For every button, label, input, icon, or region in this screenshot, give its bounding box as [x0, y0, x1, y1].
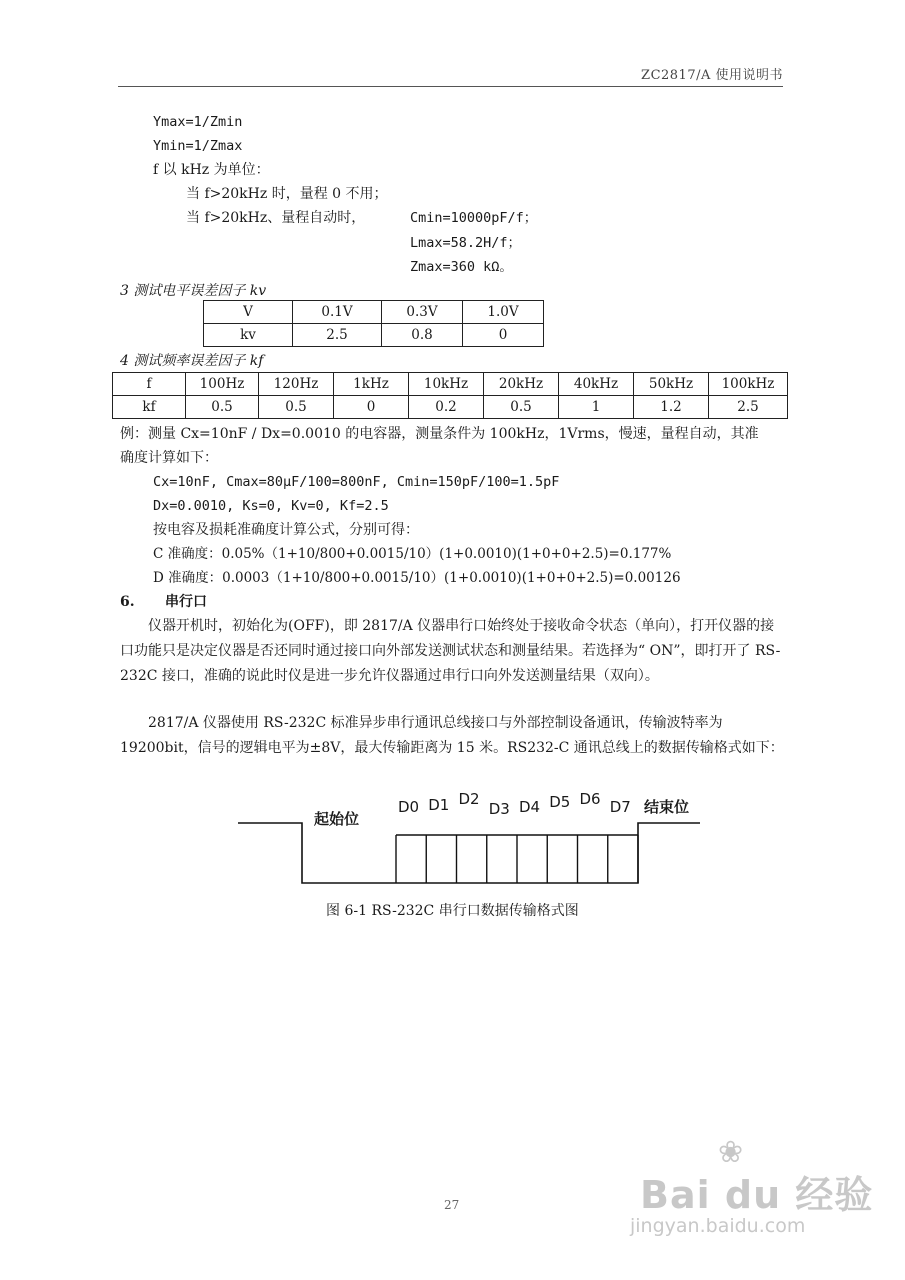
bit-label-d0: D0 — [398, 798, 420, 816]
bit-label-d1: D1 — [428, 796, 450, 814]
baidu-watermark-logo: Bai du 经验 — [640, 1173, 874, 1217]
ymax-formula: Ymax=1/Zmin — [153, 114, 243, 130]
bit-label-d6: D6 — [579, 790, 601, 808]
cmin-formula: Cmin=10000pF/f； — [410, 210, 538, 226]
table-cell: 0 — [463, 324, 544, 347]
table-cell: 0.8 — [382, 324, 463, 347]
watermark-url: jingyan.baidu.com — [630, 1215, 806, 1237]
table-cell: 0.3V — [382, 301, 463, 324]
bit-label-d4: D4 — [519, 798, 541, 816]
table-cell: 100kHz — [709, 373, 788, 396]
table-cell: 0.5 — [186, 396, 259, 419]
document-header: ZC2817/A 使用说明书 — [641, 68, 783, 83]
example-line-3: Cx=10nF, Cmax=80μF/100=800nF, Cmin=150pF/100=1.5pF — [153, 474, 560, 490]
table-row — [113, 373, 788, 396]
table-cell: 50kHz — [634, 373, 709, 396]
kf-table — [112, 372, 788, 419]
example-line-4: Dx=0.0010, Ks=0, Kv=0, Kf=2.5 — [153, 498, 389, 514]
table-cell: kv — [204, 324, 293, 347]
table-cell: 10kHz — [409, 373, 484, 396]
table-cell: 40kHz — [559, 373, 634, 396]
table-cell: V — [204, 301, 293, 324]
kv-table — [203, 300, 544, 347]
section-3-title: 3 测试电平误差因子 kv — [120, 283, 267, 299]
table-cell: 120Hz — [259, 373, 334, 396]
table-cell: 0.2 — [409, 396, 484, 419]
table-row — [204, 301, 544, 324]
example-line-7: D 准确度：0.0003（1+10/800+0.0015/10）(1+0.0010)(1+0+0+2.5)=0.00126 — [153, 570, 681, 586]
f-unit-note: f 以 kHz 为单位： — [153, 162, 270, 178]
table-row — [113, 396, 788, 419]
ymin-formula: Ymin=1/Zmax — [153, 138, 243, 154]
table-cell: 1.0V — [463, 301, 544, 324]
table-cell: 1kHz — [334, 373, 409, 396]
zmax-formula: Zmax=360 kΩ。 — [410, 259, 513, 275]
paw-icon: ❀ — [718, 1135, 744, 1170]
table-row — [204, 324, 544, 347]
section-6-paragraph-2: 2817/A 仪器使用 RS-232C 标准异步串行通讯总线接口与外部控制设备通讯，传输波特率为 19200bit，信号的逻辑电平为±8V，最大传输距离为 15 米。RS232-C 通讯总线上的数据传输格式如下： — [120, 715, 784, 756]
table-cell: 0.1V — [293, 301, 382, 324]
table-cell: 2.5 — [709, 396, 788, 419]
section-6-paragraph-1: 仪器开机时，初始化为(OFF)，即 2817/A 仪器串行口始终处于接收命令状态（单向），打开仪器的接口功能只是决定仪器是否还同时通过接口向外部发送测试状态和测量结果。若选择为“ ON”，即打开了 RS-232C 接口，准确的说此时仪是进一步允许仪器通过串行口向外发送测量结果（双向）。 — [120, 618, 781, 684]
table-cell: 20kHz — [484, 373, 559, 396]
table-cell: 1.2 — [634, 396, 709, 419]
figure-caption: 图 6-1 RS-232C 串行口数据传输格式图 — [326, 903, 579, 919]
end-bit-label: 结束位 — [644, 798, 690, 816]
header-rule — [118, 86, 783, 87]
table-cell: f — [113, 373, 186, 396]
rs232-format-diagram — [230, 790, 700, 890]
table-cell: 2.5 — [293, 324, 382, 347]
example-line-2: 确度计算如下： — [120, 450, 218, 466]
section-6-title: 串行口 — [165, 594, 207, 610]
condition-2: 当 f>20kHz、量程自动时， — [186, 210, 366, 226]
lmax-formula: Lmax=58.2H/f； — [410, 235, 522, 251]
page-number: 27 — [444, 1198, 460, 1212]
table-cell: 0.5 — [484, 396, 559, 419]
table-cell: 1 — [559, 396, 634, 419]
section-6-number: 6. — [120, 594, 135, 610]
bit-label-d7: D7 — [609, 798, 631, 816]
example-line-5: 按电容及损耗准确度计算公式，分别可得： — [153, 522, 419, 538]
bit-label-d3: D3 — [488, 800, 510, 818]
table-cell: 0 — [334, 396, 409, 419]
table-cell: kf — [113, 396, 186, 419]
bit-label-d5: D5 — [549, 793, 571, 811]
start-bit-label: 起始位 — [314, 810, 360, 828]
example-line-6: C 准确度：0.05%（1+10/800+0.0015/10）(1+0.0010)(1+0+0+2.5)=0.177% — [153, 546, 672, 562]
section-4-title: 4 测试频率误差因子 kf — [120, 353, 264, 369]
example-line-1: 例：测量 Cx=10nF / Dx=0.0010 的电容器，测量条件为 100kHz，1Vrms，慢速，量程自动，其准 — [120, 426, 759, 442]
condition-1: 当 f>20kHz 时，量程 0 不用； — [186, 186, 388, 202]
table-cell: 100Hz — [186, 373, 259, 396]
table-cell: 0.5 — [259, 396, 334, 419]
bit-label-d2: D2 — [458, 790, 480, 808]
